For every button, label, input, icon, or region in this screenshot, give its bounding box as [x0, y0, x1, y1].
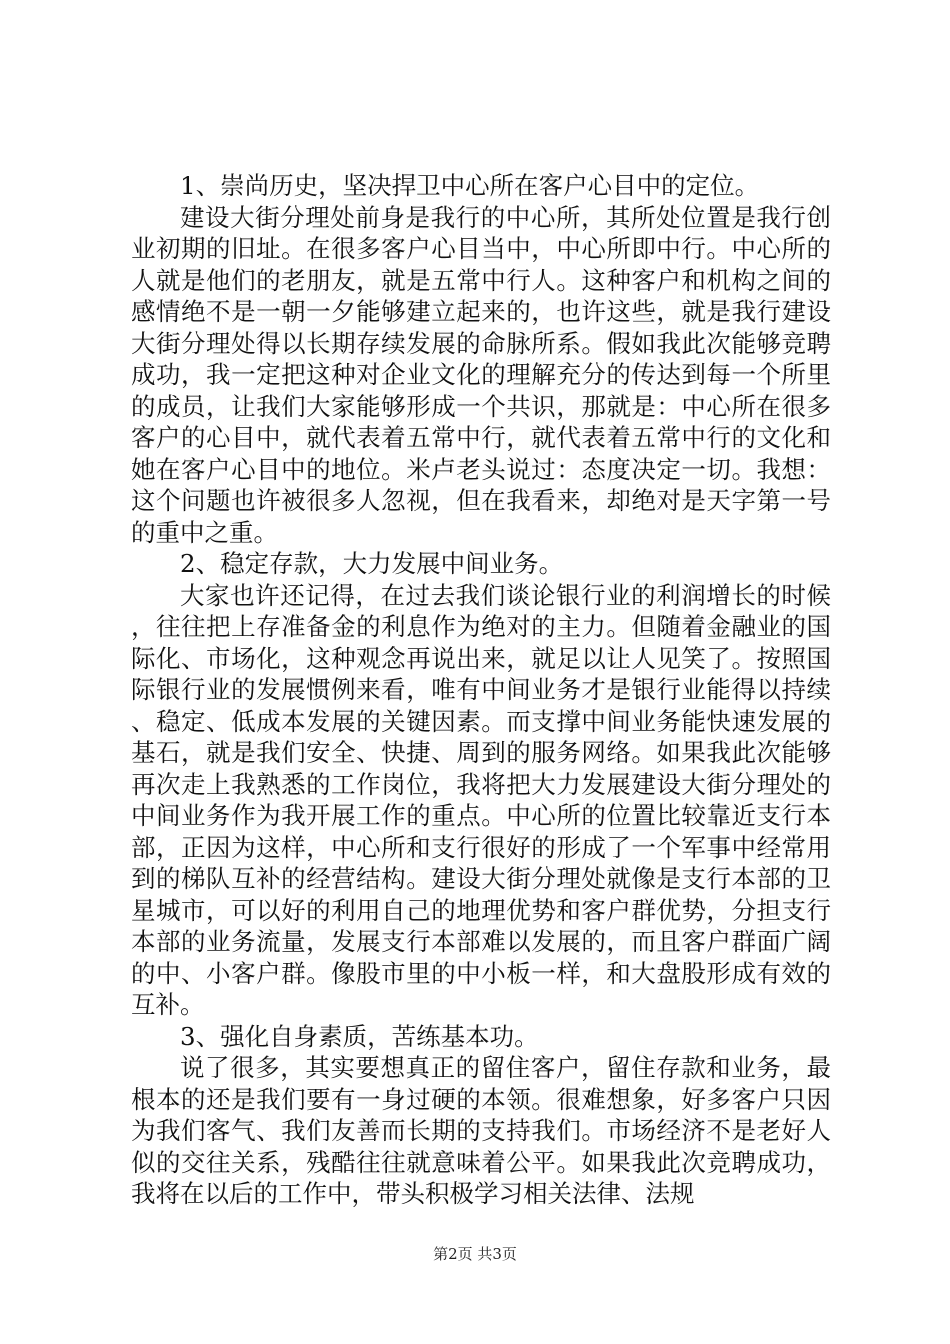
section-2-heading: 2、稳定存款，大力发展中间业务。 [180, 549, 564, 578]
section-3-heading: 3、强化自身素质，苦练基本功。 [180, 1021, 539, 1051]
section-1-heading: 1、崇尚历史，坚决捍卫中心所在客户心目中的定位。 [180, 171, 760, 200]
section-2-paragraph: 大家也许还记得，在过去我们谈论银行业的利润增长的时候，往往把上存准备金的利息作为绝对的主力。但随着金融业的国际化、市场化，这种观念再说出来，就足以让人见笑了。按照国际银行业的发展惯例来看，唯有中间业务才是银行业能得以持续、稳定、低成本发展的关键因素。而支撑中间业务能快速发展的基石，就是我们安全、快捷、周到的服务网络。如果我此次能够再次走上我熟悉的工作岗位，我将把大力发展建设大街分理处的中间业务作为我开展工作的重点。中心所的位置比较靠近支行本部，正因为这样，中心所和支行很好的形成了一个军事中经常用到的梯队互补的经营结构。建设大街分理处就像是支行本部的卫星城市，可以好的利用自己的地理优势和客户群优势，分担支行本部的业务流量，发展支行本部难以发展的，而且客户群面广阔的中、小客户群。像股市里的中小板一样，和大盘股形成有效的互补。 [131, 580, 831, 1019]
section-1-paragraph: 建设大街分理处前身是我行的中心所，其所处位置是我行创业初期的旧址。在很多客户心目当中，中心所即中行。中心所的人就是他们的老朋友，就是五常中行人。这种客户和机构之间的感情绝不是一朝一夕能够建立起来的，也许这些，就是我行建设大街分理处得以长期存续发展的命脉所系。假如我此次能够竞聘成功，我一定把这种对企业文化的理解充分的传达到每一个所里的成员，让我们大家能够形成一个共识，那就是：中心所在很多客户的心目中，就代表着五常中行，就代表着五常中行的文化和她在客户心目中的地位。米卢老头说过：态度决定一切。我想：这个问题也许被很多人忽视，但在我看来，却绝对是天字第一号的重中之重。 [131, 202, 831, 547]
section-3-paragraph: 说了很多，其实要想真正的留住客户，留住存款和业务，最根本的还是我们要有一身过硬的本领。很难想象，好多客户只因为我们客气、我们友善而长期的支持我们。市场经济不是老好人似的交往关系，残酷往往就意味着公平。如果我此次竞聘成功，我将在以后的工作中，带头积极学习相关法律、法规 [131, 1053, 831, 1208]
document-body [131, 170, 831, 1210]
page-number-footer: 第2页 共3页 [433, 1245, 517, 1263]
